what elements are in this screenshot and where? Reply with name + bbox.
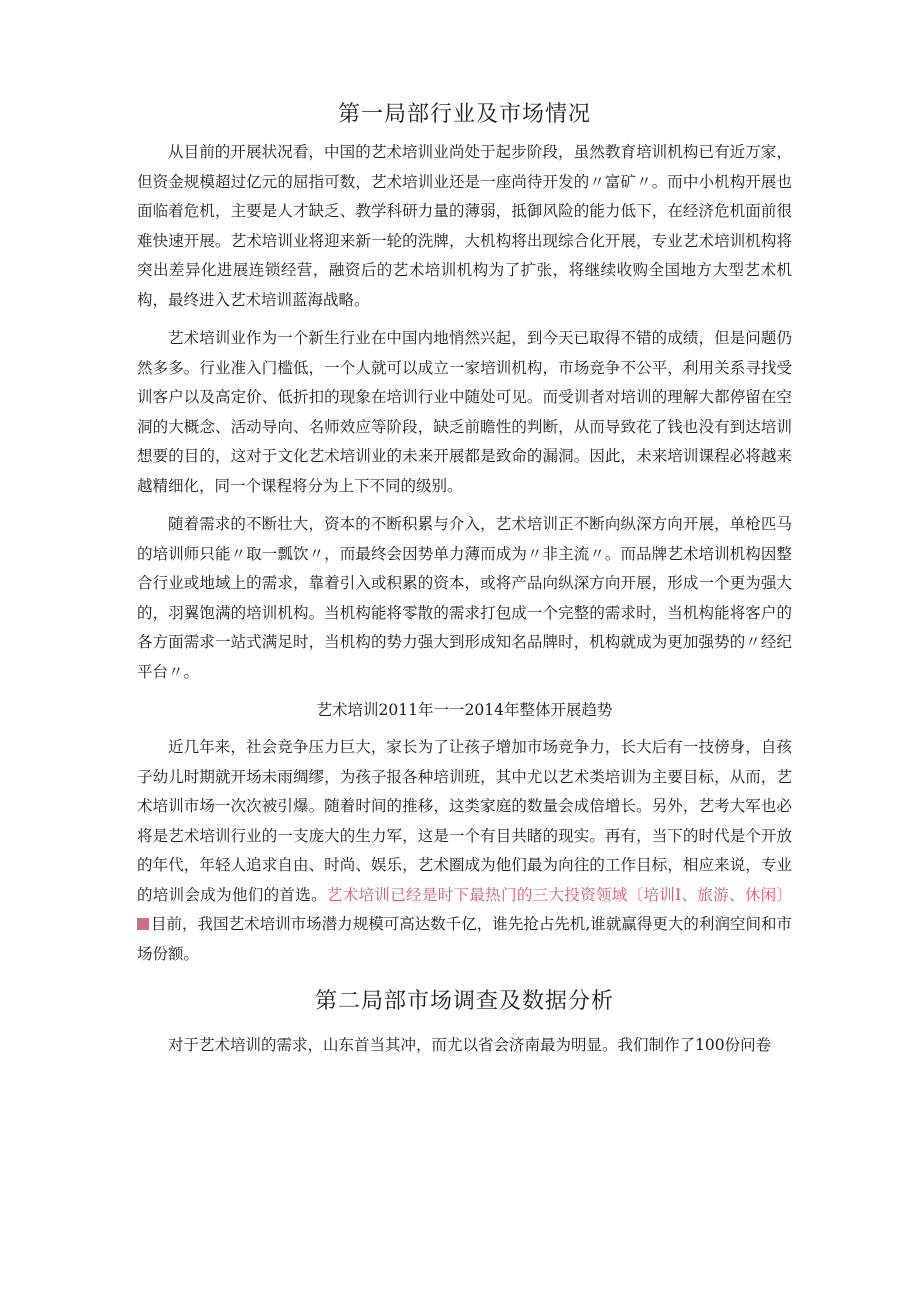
trend-paragraph-tail: 目前，我国艺术培训市场潜力规模可高达数千亿，谁先抢占先机,谁就赢得更大的利润空间和市场份额。 xyxy=(137,915,792,963)
trend-paragraph xyxy=(137,733,792,969)
square-bullet-icon xyxy=(137,918,149,930)
trend-paragraph-highlight: 艺术培训已经是时下最热门的三大投资领域〔培训Ⅰ、旅游、休闲〕 xyxy=(326,885,792,904)
trend-subtitle: 艺术培训2011年一一2014年整体开展趋势 xyxy=(316,701,613,719)
section1-paragraph-2: 艺术培训业作为一个新生行业在中国内地悄然兴起，到今天已取得不错的成绩，但是问题仍然多多。行业准入门槛低，一个人就可以成立一家培训机构，市场竞争不公平，利用关系寻找受训客户以及高定价、低折扣的现象在培训行业中随处可见。而受训者对培训的理解大都停留在空洞的大概念、活动导向、名师效应等阶段，缺乏前瞻性的判断，从而导致花了钱也没有到达培训想要的目的，这对于文化艺术培训业的未来开展都是致命的漏洞。因此，未来培训课程必将越来越精细化，同一个课程将分为上下不同的级别。 xyxy=(137,329,792,495)
section2-title: 第二局部市场调查及数据分析 xyxy=(314,989,614,1014)
section1-paragraph-3: 随着需求的不断壮大，资本的不断积累与介入，艺术培训正不断向纵深方向开展，单枪匹马的培训师只能〃取一瓢饮〃，而最终会因势单力薄而成为〃非主流〃。而品牌艺术培训机构因整合行业或地域上的需求，靠着引入或积累的资本，或将产品向纵深方向开展，形成一个更为强大的，羽翼饱满的培训机构。当机构能将零散的需求打包成一个完整的需求时，当机构能将客户的各方面需求一站式满足时，当机构的势力强大到形成知名品牌时，机构就成为更加强势的〃经纪平台〃。 xyxy=(137,515,792,681)
section1-paragraph-1: 从目前的开展状况看，中国的艺术培训业尚处于起步阶段，虽然教育培训机构已有近万家，但资金规模超过亿元的屈指可数，艺术培训业还是一座尚待开发的〃富矿〃。而中小机构开展也面临着危机，主要是人才缺乏、教学科研力量的薄弱，抵御风险的能力低下，在经济危机面前很难快速开展。艺术培训业将迎来新一轮的洗牌，大机构将出现综合化开展，专业艺术培训机构将突出差异化进展连锁经营，融资后的艺术培训机构为了扩张，将继续收购全国地方大型艺术机构，最终进入艺术培训蓝海战略。 xyxy=(137,143,792,309)
section1-title: 第一局部行业及市场情况 xyxy=(337,102,591,127)
document-page xyxy=(137,100,792,1070)
trend-paragraph-main: 近几年来，社会竞争压力巨大，家长为了让孩子增加市场竞争力，长大后有一技傍身，自孩子幼儿时期就开场未雨绸缪，为孩子报各种培训班，其中尤以艺术类培训为主要目标，从而，艺术培训市场一次次被引爆。随着时间的推移，这类家庭的数量会成倍增长。另外，艺考大军也必将是艺术培训行业的一支庞大的生力军，这是一个有目共睹的现实。再有，当下的时代是个开放的年代，年轻人追求自由、时尚、娱乐，艺术圈成为他们最为向往的工作目标，相应来说，专业的培训会成为他们的首选。 xyxy=(137,738,792,904)
section2-paragraph: 对于艺术培训的需求，山东首当其冲，而尤以省会济南最为明显。我们制作了100份问卷 xyxy=(168,1036,772,1054)
